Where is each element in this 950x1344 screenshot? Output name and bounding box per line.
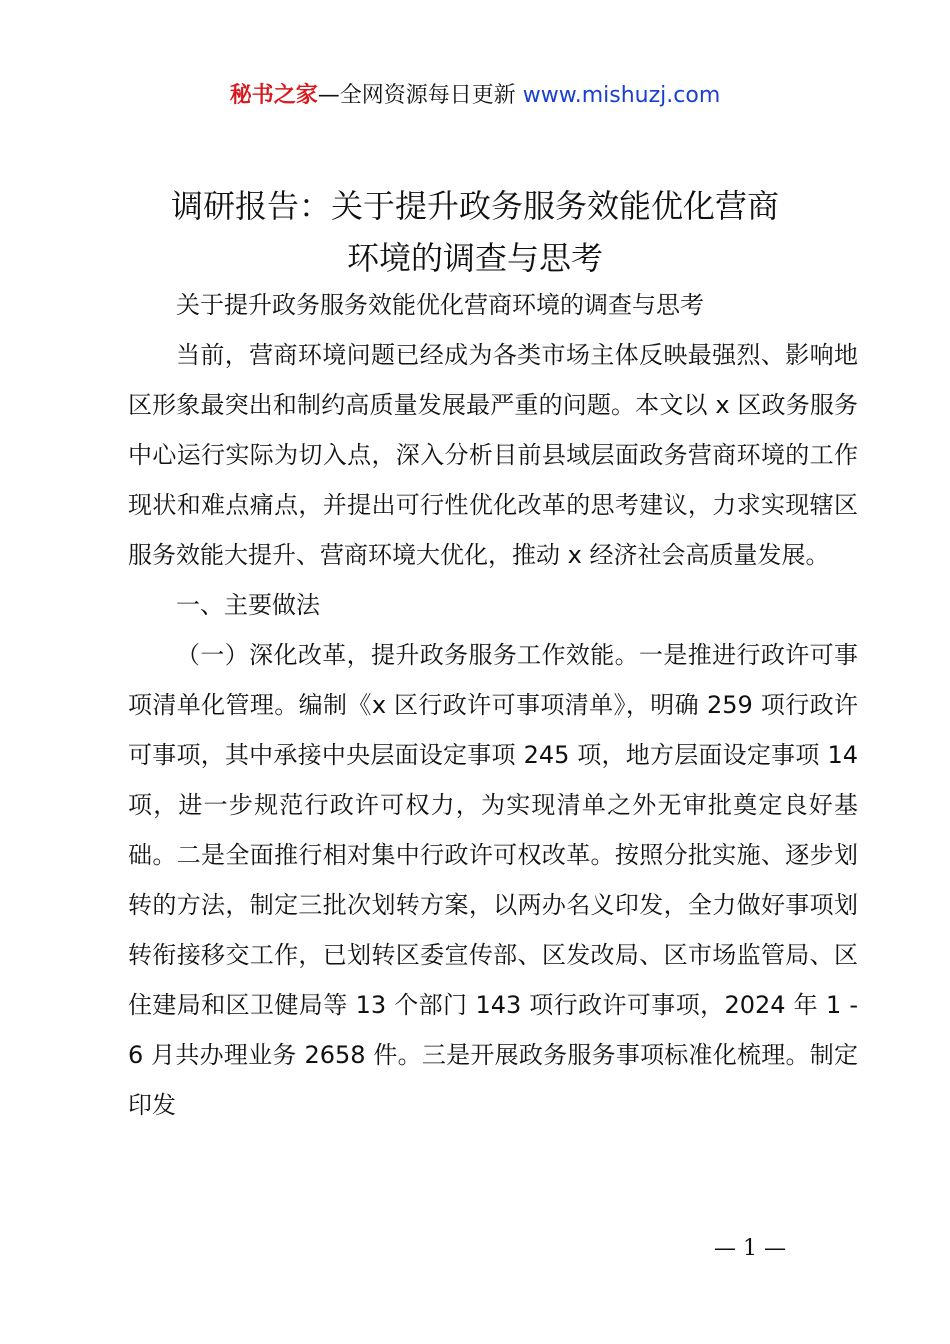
document-title xyxy=(60,180,890,284)
document-subtitle: 关于提升政务服务效能优化营商环境的调查与思考 xyxy=(176,291,704,319)
brand-slogan: —全网资源每日更新 xyxy=(317,83,523,108)
page-number: — 1 — xyxy=(714,1236,786,1261)
section-heading: 一、主要做法 xyxy=(176,591,320,619)
document-body xyxy=(128,280,858,1130)
site-url-link[interactable]: www.mishuzj.com xyxy=(522,83,721,108)
brand-name: 秘书之家 xyxy=(229,83,318,108)
site-banner xyxy=(0,80,950,112)
title-line-2: 环境的调查与思考 xyxy=(346,239,603,277)
title-line-1: 调研报告：关于提升政务服务效能优化营商 xyxy=(170,187,779,225)
intro-paragraph: 当前，营商环境问题已经成为各类市场主体反映最强烈、影响地区形象最突出和制约高质量发展最严重的问题。本文以 x 区政务服务中心运行实际为切入点，深入分析目前县域层面政务营商环境的工作现状和难点痛点，并提出可行性优化改革的思考建议，力求实现辖区服务效能大提升、营商环境大优化，推动 x 经济社会高质量发展。 xyxy=(128,341,858,569)
section-paragraph: （一）深化改革，提升政务服务工作效能。一是推进行政许可事项清单化管理。编制《x 区行政许可事项清单》，明确 259 项行政许可事项，其中承接中央层面设定事项 245 项，地方层面设定事项 14 项，进一步规范行政许可权力，为实现清单之外无审批奠定良好基础。二是全面推行相对集中行政许可权改革。按照分批实施、逐步划转的方法，制定三批次划转方案，以两办名义印发，全力做好事项划转衔接移交工作，已划转区委宣传部、区发改局、区市场监管局、区住建局和区卫健局等 13 个部门 143 项行政许可事项，2024 年 1 - 6 月共办理业务 2658 件。三是开展政务服务事项标准化梳理。制定印发 xyxy=(128,641,858,1119)
